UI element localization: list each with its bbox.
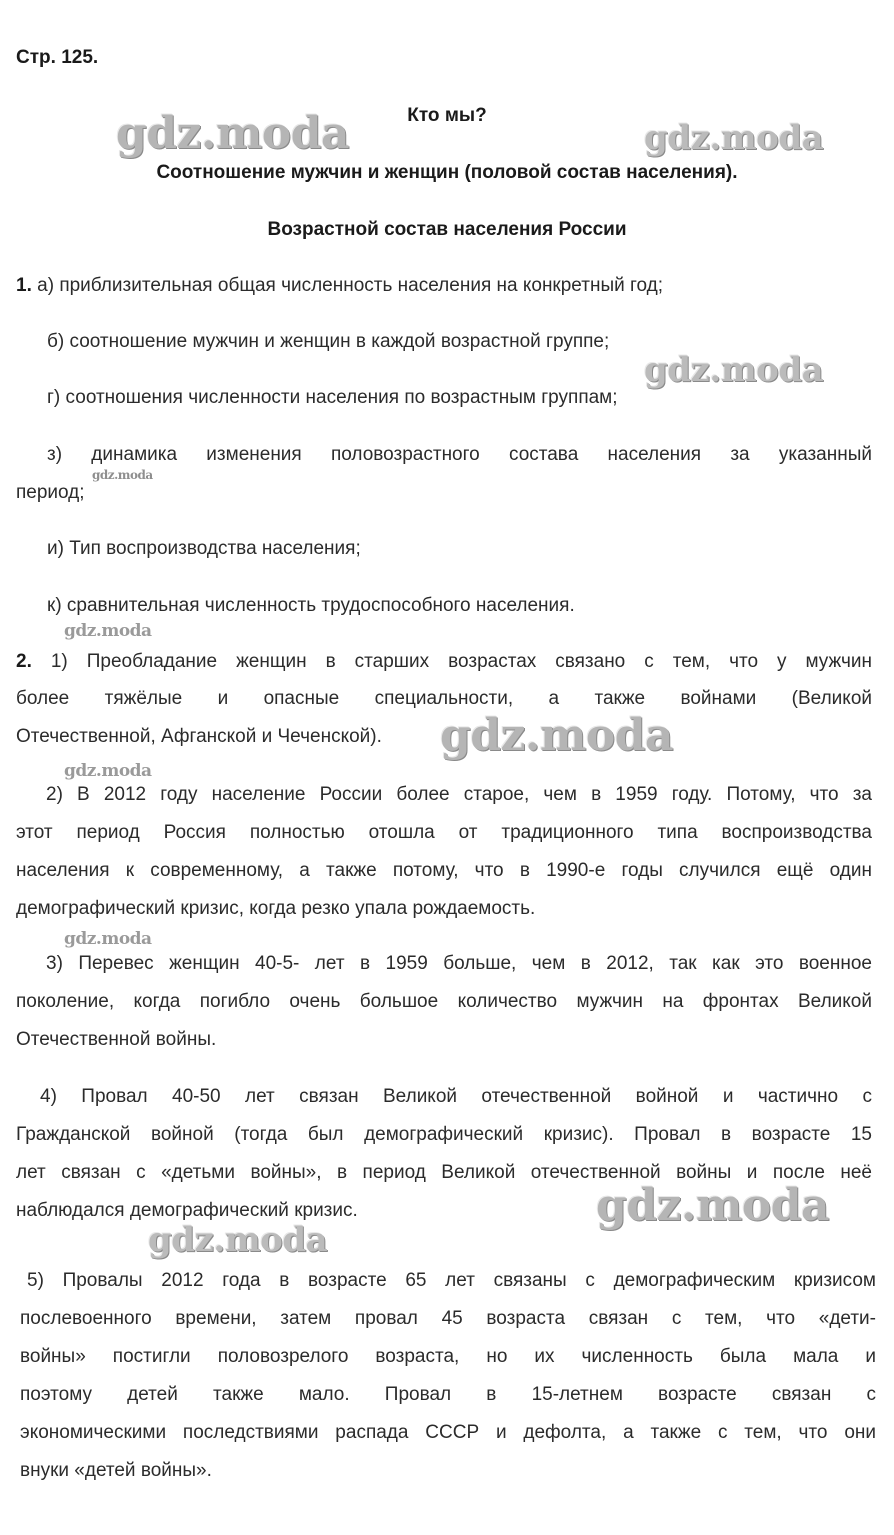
page-number: Стр. 125. xyxy=(16,47,99,68)
q2-p2-line2: этот период Россия полностью отошла от традиционного типа воспроизводства xyxy=(16,822,872,843)
watermark-logo: gdz.moda xyxy=(92,468,153,482)
q2-number: 2. xyxy=(16,651,32,672)
q1-item-g: г) соотношения численности населения по возрастным группам; xyxy=(47,387,618,408)
watermark-logo: gdz.moda xyxy=(64,761,152,781)
q2-p5-line4: поэтому детей также мало. Провал в 15-летнем возрасте связан с xyxy=(20,1384,876,1405)
q2-p5-line1: 5) Провалы 2012 года в возрасте 65 лет связаны с демографическим кризисом xyxy=(27,1270,876,1291)
q2-p2-line3: населения к современному, а также потому, что в 1990-е годы случился ещё один xyxy=(16,860,872,881)
q1-a-text: а) приблизительная общая численность населения на конкретный год; xyxy=(37,275,664,296)
q2-p1-line1-text: 1) Преобладание женщин в старших возрастах связано с тем, что у мужчин xyxy=(50,651,873,672)
watermark-logo: gdz.moda xyxy=(116,108,350,159)
q1-item-z-line2: период; xyxy=(16,482,85,503)
watermark-logo: gdz.moda xyxy=(440,710,674,761)
watermark-logo: gdz.moda xyxy=(64,929,152,949)
watermark-logo: gdz.moda xyxy=(644,350,824,390)
q2-p1-line1 xyxy=(16,650,872,674)
watermark-logo: gdz.moda xyxy=(644,118,824,158)
q2-p3-line3: Отечественной войны. xyxy=(16,1029,217,1050)
q2-p2-line4: демографический кризис, когда резко упала рождаемость. xyxy=(16,898,536,919)
title-subtitle: Возрастной состав населения России xyxy=(267,219,627,240)
q2-p5-line2: послевоенного времени, затем провал 45 возраста связан с тем, что «дети- xyxy=(20,1308,876,1329)
title-main: Соотношение мужчин и женщин (половой состав населения). xyxy=(156,162,738,183)
q1-item-i: и) Тип воспроизводства населения; xyxy=(47,538,361,559)
q1-number: 1. xyxy=(16,275,32,296)
q1-item-a xyxy=(16,274,663,298)
q2-p4-line3: лет связан с «детьми войны», в период Великой отечественной войны и после неё xyxy=(16,1162,872,1183)
q2-p1-line3: Отечественной, Афганской и Чеченской). xyxy=(16,726,382,747)
q2-p5-line5: экономическими последствиями распада СССР и дефолта, а также с тем, что они xyxy=(20,1422,876,1443)
q2-p3-line2: поколение, когда погибло очень большое количество мужчин на фронтах Великой xyxy=(16,991,872,1012)
q2-p2-line1: 2) В 2012 году население России более старое, чем в 1959 году. Потому, что за xyxy=(46,784,872,805)
q2-p4-line4: наблюдался демографический кризис. xyxy=(16,1200,358,1221)
q1-item-z-line1: з) динамика изменения половозрастного состава населения за указанный xyxy=(47,444,872,465)
title-question: Кто мы? xyxy=(407,105,487,126)
q2-p4-line2: Гражданской войной (тогда был демографический кризис). Провал в возрасте 15 xyxy=(16,1124,872,1145)
watermark-logo: gdz.moda xyxy=(148,1220,328,1260)
q2-p5-line6: внуки «детей войны». xyxy=(20,1460,212,1481)
q2-p5-line3: войны» постигли половозрелого возраста, но их численность была мала и xyxy=(20,1346,876,1367)
q2-p1-line2: более тяжёлые и опасные специальности, а также войнами (Великой xyxy=(16,688,872,709)
q2-p3-line1: 3) Перевес женщин 40-5- лет в 1959 больше, чем в 2012, так как это военное xyxy=(46,953,872,974)
watermark-logo: gdz.moda xyxy=(596,1180,830,1231)
watermark-logo: gdz.moda xyxy=(64,621,152,641)
q2-p4-line1: 4) Провал 40-50 лет связан Великой отечественной войной и частично с xyxy=(40,1086,872,1107)
q1-item-k: к) сравнительная численность трудоспособного населения. xyxy=(47,595,575,616)
q1-item-b: б) соотношение мужчин и женщин в каждой возрастной группе; xyxy=(47,331,610,352)
